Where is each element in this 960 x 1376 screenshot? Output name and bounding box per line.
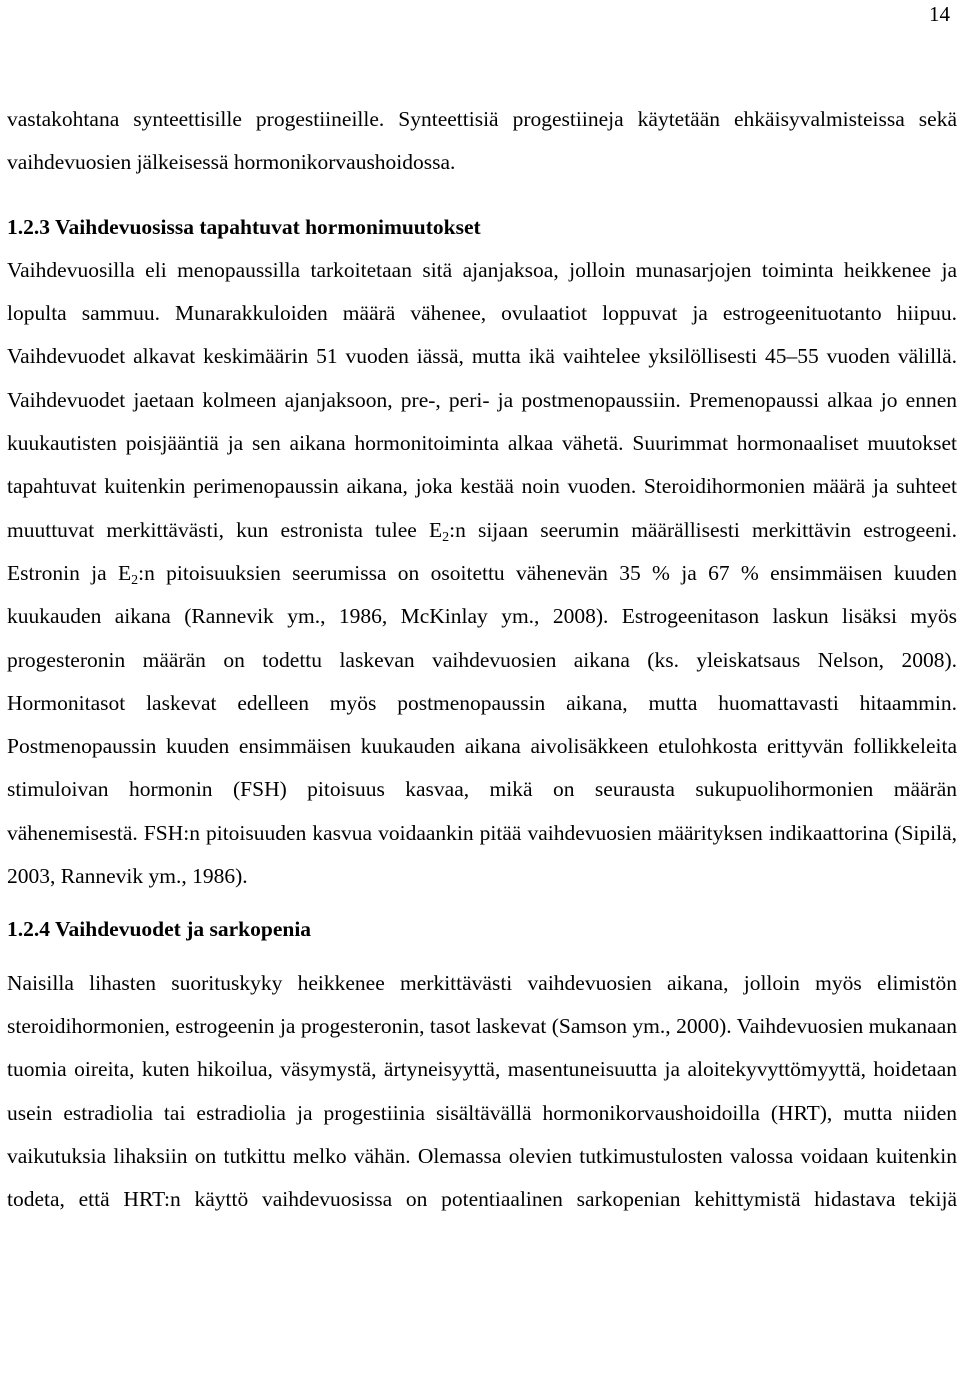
section-heading-1-2-3: 1.2.3 Vaihdevuosissa tapahtuvat hormonimuutokset bbox=[7, 214, 481, 239]
page-number: 14 bbox=[929, 2, 950, 26]
section-1-2-4-paragraph: Naisilla lihasten suorituskyky heikkenee merkittävästi vaihdevuosien aikana, jolloin myös elimistön steroidihormonien, estrogeenin ja progesteronin, tasot laskevat (Samson ym., 2000). Vaihdevuosien mukanaan tuomia oireita, kuten hikoilua, väsymystä, ärtyneisyyttä, masentuneisuutta ja aloitekyvyttömyyttä, hoidetaan usein estradiolia tai estradiolia ja progestiinia sisältävällä hormonikorvaushoidoilla (HRT), mutta niiden vaikutuksia lihaksiin on tutkittu melko vähän. Olemassa olevien tutkimustulosten valossa voidaan kuitenkin todeta, että HRT:n käyttö vaihdevuosissa on potentiaalinen sarkopenian kehittymistä hidastava tekijä bbox=[7, 970, 957, 1212]
subscript-2: 2 bbox=[131, 572, 139, 588]
subscript-2: 2 bbox=[442, 529, 450, 545]
paragraph-text-part-3: :n pitoisuuksien seerumissa on osoitettu vähenevän 35 % ja 67 % ensimmäisen kuuden kuukauden aikana (Rannevik ym., 1986, McKinlay ym., 2008). Estrogeenitason laskun lisäksi myös progesteronin määrän on todettu laskevan vaihdevuosien aikana (ks. yleiskatsaus Nelson, 2008). Hormonitasot laskevat edelleen myös postmenopaussin aikana, mutta huomattavasti hitaammin. Postmenopaussin kuuden ensimmäisen kuukauden aikana aivolisäkkeen etulohkosta erittyvän follikkeleita stimuloivan hormonin (FSH) pitoisuus kasvaa, mikä on seurausta sukupuolihormonien määrän vähenemisestä. FSH:n pitoisuuden kasvua voidaankin pitää vaihdevuosien määrityksen indikaattorina (Sipilä, 2003, Rannevik ym., 1986). bbox=[7, 560, 957, 889]
paragraph-text-part-1: Vaihdevuosilla eli menopaussilla tarkoitetaan sitä ajanjaksoa, jolloin munasarjojen toiminta heikkenee ja lopulta sammuu. Munarakkuloiden määrä vähenee, ovulaatiot loppuvat ja estrogeenituotanto hiipuu. Vaihdevuodet alkavat keskimäärin 51 vuoden iässä, mutta ikä vaihtelee yksilöllisesti 45–55 vuoden välillä. Vaihdevuodet jaetaan kolmeen ajanjaksoon, pre-, peri- ja postmenopaussiin. Premenopaussi alkaa jo ennen kuukautisten poisjääntiä ja sen aikana hormonitoiminta alkaa vähetä. Suurimmat hormonaaliset muutokset tapahtuvat kuitenkin perimenopaussin aikana, joka kestää noin vuoden. Steroidihormonien määrä ja suhteet muuttuvat merkittävästi, kun estronista tulee E bbox=[7, 257, 957, 542]
paragraph-text-part-2: :n sijaan seerumin määrällisesti merkittävin estrogeeni. Estronin ja E bbox=[7, 517, 957, 585]
section-heading-1-2-4: 1.2.4 Vaihdevuodet ja sarkopenia bbox=[7, 917, 312, 942]
section-1-2-3-paragraph bbox=[7, 249, 957, 898]
intro-paragraph: vastakohtana synteettisille progestiineille. Synteettisiä progestiineja käytetään ehkäisyvalmisteissa sekä vaihdevuosien jälkeisessä hormonikorvaushoidossa. bbox=[7, 107, 957, 175]
document-body bbox=[7, 98, 957, 1221]
